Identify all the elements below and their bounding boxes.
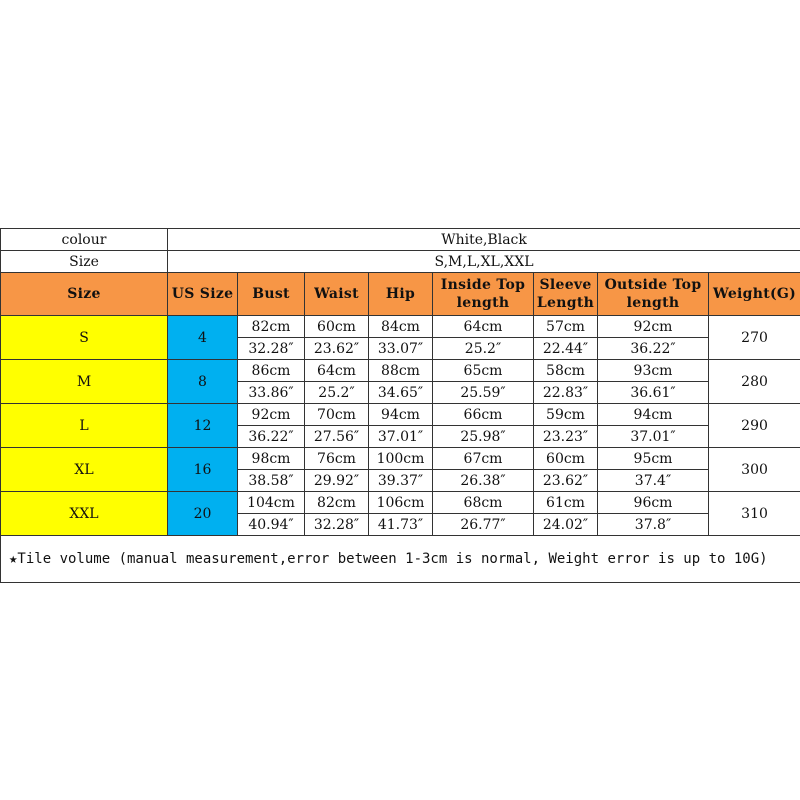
header-cell: Sleeve Length xyxy=(534,273,598,316)
cm-value-cell: 60cm xyxy=(534,448,598,470)
cm-value-cell: 104cm xyxy=(238,492,305,514)
table-row xyxy=(1,360,800,382)
cm-value-cell: 64cm xyxy=(305,360,369,382)
header-cell: Waist xyxy=(305,273,369,316)
inch-value-cell: 22.44″ xyxy=(534,338,598,360)
cm-value-cell: 57cm xyxy=(534,316,598,338)
size-cell: L xyxy=(1,404,168,448)
size-cell: XL xyxy=(1,448,168,492)
table-row xyxy=(1,492,800,514)
inch-value-cell: 32.28″ xyxy=(238,338,305,360)
cm-value-cell: 68cm xyxy=(433,492,534,514)
header-cell: Inside Top length xyxy=(433,273,534,316)
size-cell: S xyxy=(1,316,168,360)
cm-value-cell: 76cm xyxy=(305,448,369,470)
note-row xyxy=(1,536,800,583)
inch-value-cell: 37.8″ xyxy=(598,514,709,536)
cm-value-cell: 106cm xyxy=(369,492,433,514)
colour-value: White,Black xyxy=(168,229,800,251)
header-cell: Outside Top length xyxy=(598,273,709,316)
inch-value-cell: 39.37″ xyxy=(369,470,433,492)
table-row xyxy=(1,316,800,338)
cm-value-cell: 94cm xyxy=(598,404,709,426)
size-info-value: S,M,L,XL,XXL xyxy=(168,251,800,273)
inch-value-cell: 25.2″ xyxy=(433,338,534,360)
cm-value-cell: 67cm xyxy=(433,448,534,470)
inch-value-cell: 41.73″ xyxy=(369,514,433,536)
cm-value-cell: 84cm xyxy=(369,316,433,338)
size-cell: XXL xyxy=(1,492,168,536)
cm-value-cell: 65cm xyxy=(433,360,534,382)
header-cell: Size xyxy=(1,273,168,316)
inch-value-cell: 37.01″ xyxy=(369,426,433,448)
measurement-note: ★Tile volume (manual measurement,error between 1-3cm is normal, Weight error is up to 10G) xyxy=(1,536,800,583)
header-cell: US Size xyxy=(168,273,238,316)
weight-cell: 310 xyxy=(709,492,800,536)
cm-value-cell: 64cm xyxy=(433,316,534,338)
cm-value-cell: 70cm xyxy=(305,404,369,426)
inch-value-cell: 23.23″ xyxy=(534,426,598,448)
header-cell: Weight(G) xyxy=(709,273,800,316)
us-size-cell: 16 xyxy=(168,448,238,492)
us-size-cell: 4 xyxy=(168,316,238,360)
inch-value-cell: 25.98″ xyxy=(433,426,534,448)
inch-value-cell: 32.28″ xyxy=(305,514,369,536)
header-row xyxy=(1,273,800,316)
inch-value-cell: 23.62″ xyxy=(305,338,369,360)
inch-value-cell: 37.01″ xyxy=(598,426,709,448)
inch-value-cell: 24.02″ xyxy=(534,514,598,536)
cm-value-cell: 98cm xyxy=(238,448,305,470)
header-cell: Hip xyxy=(369,273,433,316)
inch-value-cell: 38.58″ xyxy=(238,470,305,492)
us-size-cell: 20 xyxy=(168,492,238,536)
inch-value-cell: 29.92″ xyxy=(305,470,369,492)
inch-value-cell: 22.83″ xyxy=(534,382,598,404)
cm-value-cell: 59cm xyxy=(534,404,598,426)
cm-value-cell: 61cm xyxy=(534,492,598,514)
table-row xyxy=(1,404,800,426)
cm-value-cell: 82cm xyxy=(238,316,305,338)
size-chart-body xyxy=(1,229,800,583)
size-chart-table xyxy=(0,228,800,583)
inch-value-cell: 37.4″ xyxy=(598,470,709,492)
inch-value-cell: 25.2″ xyxy=(305,382,369,404)
cm-value-cell: 95cm xyxy=(598,448,709,470)
size-info-row xyxy=(1,251,800,273)
inch-value-cell: 36.61″ xyxy=(598,382,709,404)
cm-value-cell: 100cm xyxy=(369,448,433,470)
cm-value-cell: 82cm xyxy=(305,492,369,514)
weight-cell: 300 xyxy=(709,448,800,492)
size-cell: M xyxy=(1,360,168,404)
colour-label: colour xyxy=(1,229,168,251)
cm-value-cell: 58cm xyxy=(534,360,598,382)
us-size-cell: 8 xyxy=(168,360,238,404)
inch-value-cell: 27.56″ xyxy=(305,426,369,448)
cm-value-cell: 86cm xyxy=(238,360,305,382)
inch-value-cell: 36.22″ xyxy=(598,338,709,360)
us-size-cell: 12 xyxy=(168,404,238,448)
cm-value-cell: 66cm xyxy=(433,404,534,426)
weight-cell: 270 xyxy=(709,316,800,360)
inch-value-cell: 25.59″ xyxy=(433,382,534,404)
size-info-label: Size xyxy=(1,251,168,273)
cm-value-cell: 96cm xyxy=(598,492,709,514)
cm-value-cell: 93cm xyxy=(598,360,709,382)
header-cell: Bust xyxy=(238,273,305,316)
weight-cell: 280 xyxy=(709,360,800,404)
inch-value-cell: 26.77″ xyxy=(433,514,534,536)
inch-value-cell: 34.65″ xyxy=(369,382,433,404)
inch-value-cell: 23.62″ xyxy=(534,470,598,492)
weight-cell: 290 xyxy=(709,404,800,448)
cm-value-cell: 92cm xyxy=(238,404,305,426)
inch-value-cell: 26.38″ xyxy=(433,470,534,492)
inch-value-cell: 33.07″ xyxy=(369,338,433,360)
inch-value-cell: 33.86″ xyxy=(238,382,305,404)
table-row xyxy=(1,448,800,470)
colour-row xyxy=(1,229,800,251)
cm-value-cell: 92cm xyxy=(598,316,709,338)
inch-value-cell: 40.94″ xyxy=(238,514,305,536)
inch-value-cell: 36.22″ xyxy=(238,426,305,448)
cm-value-cell: 94cm xyxy=(369,404,433,426)
cm-value-cell: 88cm xyxy=(369,360,433,382)
cm-value-cell: 60cm xyxy=(305,316,369,338)
